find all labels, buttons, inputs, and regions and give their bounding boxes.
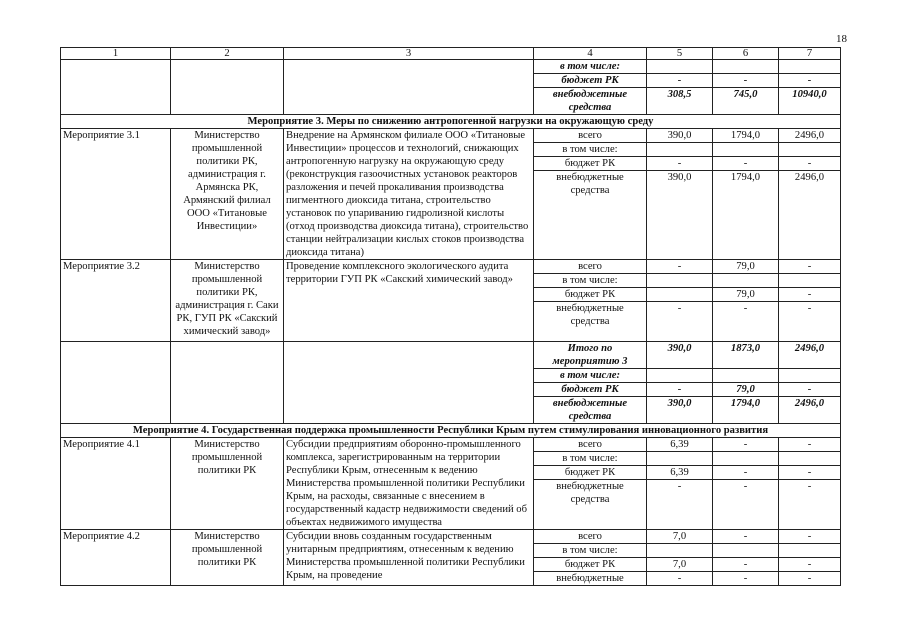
total-label: Итого по мероприятию 3 [534, 342, 647, 369]
value-cell: 2496,0 [779, 397, 841, 424]
funding-label: всего [534, 260, 647, 274]
column-number-row [61, 48, 841, 60]
value-cell: - [779, 288, 841, 302]
table-row [61, 60, 841, 74]
value-cell [779, 369, 841, 383]
table-row [61, 342, 841, 369]
table-row [61, 438, 841, 452]
value-cell: 2496,0 [779, 342, 841, 369]
section-row [61, 115, 841, 129]
funding-label: внебюджетные средства [534, 480, 647, 530]
empty-cell [171, 60, 284, 115]
col-number-3: 3 [284, 48, 534, 60]
value-cell: - [779, 260, 841, 274]
funding-label: в том числе: [534, 544, 647, 558]
funding-label: всего [534, 530, 647, 544]
executor-cell: Министерство промышленной политики РК [171, 530, 284, 586]
value-cell [779, 274, 841, 288]
funding-label: внебюджетные средства [534, 88, 647, 115]
funding-label: бюджет РК [534, 288, 647, 302]
value-cell [647, 60, 713, 74]
value-cell: 6,39 [647, 466, 713, 480]
value-cell: 1794,0 [713, 397, 779, 424]
table-row [61, 530, 841, 544]
value-cell: 390,0 [647, 397, 713, 424]
funding-label: всего [534, 438, 647, 452]
value-cell [713, 60, 779, 74]
value-cell: - [713, 530, 779, 544]
value-cell: - [713, 438, 779, 452]
funding-label: внебюджетные средства [534, 171, 647, 260]
value-cell: - [779, 530, 841, 544]
empty-cell [284, 342, 534, 424]
value-cell: - [713, 157, 779, 171]
program-funding-table [60, 47, 841, 586]
value-cell [647, 369, 713, 383]
value-cell: - [647, 383, 713, 397]
value-cell: - [779, 466, 841, 480]
value-cell: - [713, 558, 779, 572]
measure-id: Мероприятие 3.1 [61, 129, 171, 260]
col-number-2: 2 [171, 48, 284, 60]
value-cell: - [713, 302, 779, 342]
value-cell: 390,0 [647, 129, 713, 143]
value-cell: - [647, 302, 713, 342]
funding-label: в том числе: [534, 143, 647, 157]
page-number: 18 [836, 33, 847, 45]
section-4-title: Мероприятие 4. Государственная поддержка промышленности Республики Крым путем стимулирования инновационного развития [61, 424, 841, 438]
value-cell [713, 452, 779, 466]
executor-cell: Министерство промышленной политики РК [171, 438, 284, 530]
value-cell [647, 288, 713, 302]
value-cell [647, 544, 713, 558]
executor-cell: Министерство промышленной политики РК, администрация г. Саки РК, ГУП РК «Сакский химический завод» [171, 260, 284, 342]
value-cell [713, 274, 779, 288]
value-cell [647, 143, 713, 157]
empty-cell [171, 342, 284, 424]
value-cell: - [713, 74, 779, 88]
value-cell [713, 143, 779, 157]
value-cell: 6,39 [647, 438, 713, 452]
value-cell: 7,0 [647, 558, 713, 572]
value-cell: 1873,0 [713, 342, 779, 369]
value-cell: - [779, 438, 841, 452]
value-cell: - [779, 302, 841, 342]
col-number-4: 4 [534, 48, 647, 60]
value-cell: 390,0 [647, 342, 713, 369]
funding-label: в том числе: [534, 274, 647, 288]
value-cell: - [779, 383, 841, 397]
value-cell: - [713, 466, 779, 480]
value-cell: 10940,0 [779, 88, 841, 115]
value-cell: 79,0 [713, 383, 779, 397]
value-cell: - [647, 260, 713, 274]
table-row [61, 260, 841, 274]
value-cell: 745,0 [713, 88, 779, 115]
value-cell: - [779, 572, 841, 586]
value-cell [647, 452, 713, 466]
col-number-6: 6 [713, 48, 779, 60]
col-number-1: 1 [61, 48, 171, 60]
value-cell: - [779, 157, 841, 171]
value-cell: 308,5 [647, 88, 713, 115]
value-cell: 7,0 [647, 530, 713, 544]
value-cell: 1794,0 [713, 171, 779, 260]
funding-label: в том числе: [534, 60, 647, 74]
value-cell: 1794,0 [713, 129, 779, 143]
value-cell: 390,0 [647, 171, 713, 260]
value-cell: - [647, 572, 713, 586]
value-cell: - [713, 480, 779, 530]
value-cell: 2496,0 [779, 129, 841, 143]
funding-label: внебюджетные средства [534, 302, 647, 342]
description-cell: Субсидии вновь созданным государственным унитарным предприятиям, отнесенным к ведению Министерства промышленной политики Республики Крым, на проведение [284, 530, 534, 586]
value-cell [713, 544, 779, 558]
value-cell [779, 143, 841, 157]
measure-id: Мероприятие 4.1 [61, 438, 171, 530]
value-cell: - [647, 480, 713, 530]
value-cell: 79,0 [713, 260, 779, 274]
value-cell [647, 274, 713, 288]
funding-label: в том числе: [534, 369, 647, 383]
value-cell: - [779, 558, 841, 572]
value-cell: 79,0 [713, 288, 779, 302]
funding-label: бюджет РК [534, 383, 647, 397]
description-cell: Субсидии предприятиям оборонно-промышленного комплекса, зарегистрированным на территории Республики Крым, отнесенным к ведению Министерства промышленной политики Республики Крым, на расходы, связанные с внесением в государственный кадастр недвижимости сведений об объектах недвижимого имущества [284, 438, 534, 530]
value-cell [779, 544, 841, 558]
value-cell: - [779, 74, 841, 88]
description-cell: Внедрение на Армянском филиале ООО «Титановые Инвестиции» процессов и технологий, снижающих антропогенную нагрузку на окружающую среду (реконструкция газоочистных установок реакторов разложения и печей прокаливания производства пигментного диоксида титана, строительство установок по упариванию гидролизной кислоты (отход производства диоксида титана), строительство станции нейтрализации кислых стоков производства диоксида титана) [284, 129, 534, 260]
funding-label: всего [534, 129, 647, 143]
col-number-5: 5 [647, 48, 713, 60]
description-cell: Проведение комплексного экологического аудита территории ГУП РК «Сакский химический завод» [284, 260, 534, 342]
empty-cell [284, 60, 534, 115]
col-number-7: 7 [779, 48, 841, 60]
value-cell: - [647, 74, 713, 88]
value-cell: - [779, 480, 841, 530]
funding-label: бюджет РК [534, 74, 647, 88]
executor-cell: Министерство промышленной политики РК, администрация г. Армянска РК, Армянский филиал ООО «Титановые Инвестиции» [171, 129, 284, 260]
value-cell [779, 452, 841, 466]
funding-label: бюджет РК [534, 558, 647, 572]
value-cell [713, 369, 779, 383]
table-row [61, 129, 841, 143]
empty-cell [61, 60, 171, 115]
funding-label: бюджет РК [534, 157, 647, 171]
value-cell: - [647, 157, 713, 171]
section-row [61, 424, 841, 438]
funding-label: бюджет РК [534, 466, 647, 480]
empty-cell [61, 342, 171, 424]
value-cell: - [713, 572, 779, 586]
section-3-title: Мероприятие 3. Меры по снижению антропогенной нагрузки на окружающую среду [61, 115, 841, 129]
measure-id: Мероприятие 4.2 [61, 530, 171, 586]
measure-id: Мероприятие 3.2 [61, 260, 171, 342]
funding-label: в том числе: [534, 452, 647, 466]
value-cell: 2496,0 [779, 171, 841, 260]
funding-label: внебюджетные [534, 572, 647, 586]
value-cell [779, 60, 841, 74]
funding-label: внебюджетные средства [534, 397, 647, 424]
